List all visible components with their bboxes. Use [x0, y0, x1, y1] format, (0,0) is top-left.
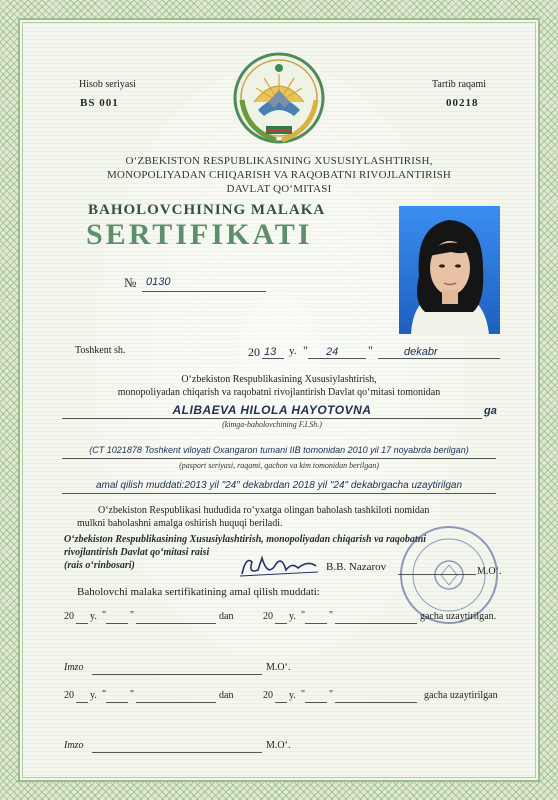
ext1-year2-underline [275, 623, 287, 624]
signatory-line-3: (rais o‘rinbosari) [64, 560, 135, 571]
ext1-gacha-label: gacha uzaytirilgan. [420, 611, 497, 622]
ext1-y-label: y. [90, 611, 97, 622]
ext2-close-quote: " [130, 689, 135, 700]
ext1-close-quote: " [130, 610, 135, 621]
ext1-year-prefix: 20 [64, 611, 74, 622]
signatory-name: B.B. Nazarov [326, 561, 387, 573]
number-prefix: № [124, 275, 137, 290]
year-underline [262, 358, 284, 359]
ext2-day2-underline [305, 702, 327, 703]
serial-value: 00218 [446, 97, 479, 109]
y-label: y. [289, 345, 297, 357]
day-close-quote: " [368, 343, 373, 357]
ext1-year-underline [76, 623, 88, 624]
holder-underline [62, 418, 482, 419]
city-label: Toshkent sh. [75, 345, 126, 356]
rights-line-1: O‘zbekiston Respublikasi hududida ro‘yxatga olingan baholash tashkiloti nomidan [98, 505, 430, 516]
ext1-open-quote: " [102, 610, 107, 621]
ext2-month-underline [136, 702, 216, 703]
account-series-value: BS 001 [80, 97, 119, 109]
serial-label: Tartib raqami [432, 79, 486, 90]
authority-line-3: DAVLAT QO‘MITASI [226, 183, 332, 195]
ext2-close-quote-2: " [329, 689, 334, 700]
account-series-label: Hisob seriyasi [79, 79, 136, 90]
holder-name: ALIBAEVA HILOLA HAYOTOVNA [172, 403, 372, 417]
ext2-gacha-label: gacha uzaytirilgan [424, 690, 498, 701]
ext2-y-label: y. [90, 690, 97, 701]
day-open-quote: " [303, 343, 308, 357]
ext2-y2-label: y. [289, 690, 296, 701]
state-emblem-icon [228, 50, 330, 150]
ext2-open-quote-2: " [301, 689, 306, 700]
signature-line-2 [92, 752, 262, 753]
ext1-y2-label: y. [289, 611, 296, 622]
day-underline [308, 358, 366, 359]
ext1-day2-underline [305, 623, 327, 624]
ext1-open-quote-2: " [301, 610, 306, 621]
stamp-label-2: M.O‘. [266, 740, 291, 751]
ext1-month-underline [136, 623, 216, 624]
passport-caption: (pasport seriyasi, raqami, qachon va kim tomonidan berilgan) [179, 461, 379, 470]
validity-underline [62, 493, 496, 494]
issuer-line-1: O‘zbekiston Respublikasining Xususiylashtirish, [181, 374, 377, 385]
signatory-line-1: O‘zbekiston Respublikasining Xususiylashtirish, monopoliyadan chiqarish va raqobatni [64, 534, 427, 545]
authority-line-1: O‘ZBEKISTON RESPUBLIKASINING XUSUSIYLASHTIRISH, [125, 155, 433, 167]
stamp-label-1: M.O‘. [266, 662, 291, 673]
ext2-year-underline [76, 702, 88, 703]
ext1-day-underline [106, 623, 128, 624]
holder-photo [399, 206, 500, 334]
passport-underline [62, 458, 496, 459]
title-line-1: BAHOLOVCHINING MALAKA [88, 202, 326, 218]
month-value: dekabr [404, 346, 438, 358]
signature-scribble [236, 552, 320, 582]
extension-heading: Baholovchi malaka sertifikatining amal qilish muddati: [77, 586, 320, 598]
ext1-close-quote-2: " [329, 610, 334, 621]
signatory-stamp-label: M.O‘. [477, 566, 502, 577]
holder-suffix: ga [484, 405, 497, 417]
signature-label-1: Imzo [64, 662, 84, 673]
certificate-number: 0130 [146, 276, 171, 288]
signatory-line-2: rivojlantirish Davlat qo‘mitasi raisi [64, 547, 210, 558]
ext2-day-underline [106, 702, 128, 703]
ext2-year2-underline [275, 702, 287, 703]
number-underline [142, 291, 266, 292]
signature-line-1 [92, 674, 262, 675]
year-prefix: 20 [248, 345, 260, 359]
month-underline [378, 358, 500, 359]
ext2-month2-underline [335, 702, 417, 703]
ext2-year2-prefix: 20 [263, 690, 273, 701]
holder-caption: (kimga-baholovchining F.I.Sh.) [222, 420, 322, 429]
ext2-open-quote: " [102, 689, 107, 700]
ext1-month2-underline [335, 623, 417, 624]
validity-text: amal qilish muddati:2013 yil "24" dekabrdan 2018 yil "24" dekabrgacha uzaytirilgan [95, 480, 463, 491]
rights-line-2: mulkni baholashni amalga oshirish huquqi beriladi. [77, 518, 283, 529]
year-value: 13 [264, 346, 277, 358]
issuer-line-2: monopoliyadan chiqarish va raqobatni rivojlantirish Davlat qo‘mitasi tomonidan [117, 387, 441, 398]
signature-label-2: Imzo [64, 740, 84, 751]
ext2-year-prefix: 20 [64, 690, 74, 701]
ext2-dan-label: dan [219, 690, 234, 701]
day-value: 24 [326, 346, 339, 358]
authority-line-2: MONOPOLIYADAN CHIQARISH VA RAQOBATNI RIVOJLANTIRISH [106, 169, 452, 181]
ext1-dan-label: dan [219, 611, 234, 622]
title-line-2: SERTIFIKATI [86, 218, 313, 251]
ext1-year2-prefix: 20 [263, 611, 273, 622]
passport-details: (CT 1021878 Toshkent viloyati Oxangaron tumani IIB tomonidan 2010 yil 17 noyabrda berilgan) [89, 445, 469, 455]
